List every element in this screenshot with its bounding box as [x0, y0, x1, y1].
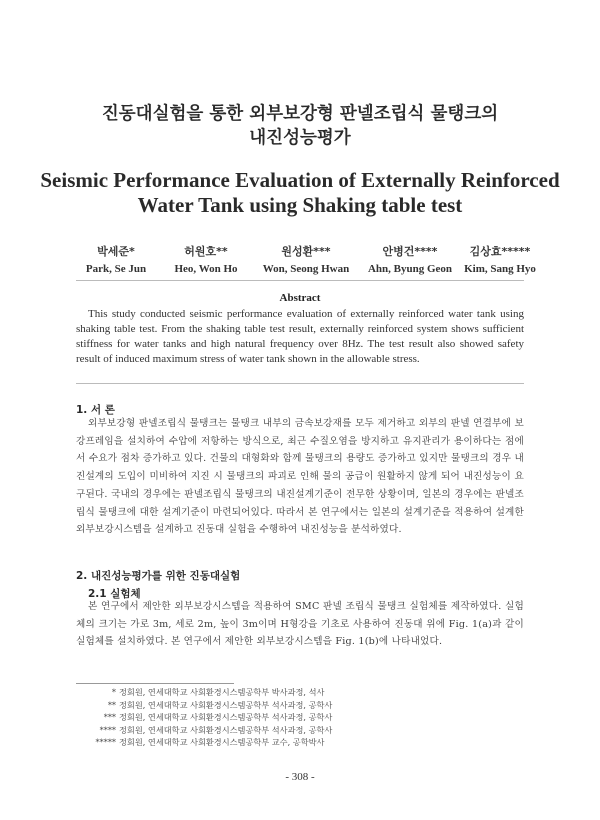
footnote-text: 정회원, 연세대학교 사회환경시스템공학부 교수, 공학박사: [119, 737, 325, 748]
subsection-2-1-heading: 2.1 실험체: [88, 588, 141, 600]
korean-title-line-1: 진동대실험을 통한 외부보강형 판넬조립식 물탱크의: [101, 104, 499, 124]
author-korean-name: 박세준*: [97, 245, 135, 258]
subsection-2-1-body: 본 연구에서 제안한 외부보강시스템을 적용하여 SMC 판넬 조립식 물탱크 실험체를 제작하였다. 실험체의 크기는 가로 3m, 세로 2m, 높이 3m이며 H형강을 기초로 사용하여 진동대 위에 Fig. 1(a)과 같이 실험체를 설치하였다. 본 연구에서 제안한 외부보강시스템을 Fig. 1(b)에 나타내었다.: [76, 601, 524, 648]
footnote: [76, 736, 524, 749]
section-1-heading: 1. 서 론: [76, 404, 115, 416]
footnote: [76, 711, 524, 724]
header-divider: [76, 280, 524, 281]
abstract-divider: [76, 383, 524, 384]
footnote: [76, 699, 524, 712]
author-5: [458, 243, 542, 275]
abstract-heading: Abstract: [279, 292, 321, 304]
footnote-text: 정회원, 연세대학교 사회환경시스템공학부 석사과정, 공학사: [119, 724, 333, 735]
footnote-mark: *: [111, 687, 116, 697]
author-korean-name: 원성환***: [281, 245, 331, 258]
footnote-mark: **: [107, 699, 116, 710]
author-korean-name: 허원호**: [184, 245, 228, 258]
footnote-list: [76, 686, 524, 749]
author-english-name: Heo, Won Ho: [174, 263, 238, 275]
author-1: [81, 243, 151, 275]
footnote-text: 정회원, 연세대학교 사회환경시스템공학부 석사과정, 공학사: [119, 699, 333, 710]
author-english-name: Park, Se Jun: [85, 263, 147, 275]
author-korean-name: 김상효*****: [469, 245, 531, 258]
author-korean-name: 안병건****: [382, 245, 438, 258]
footnote-mark: ***: [103, 712, 116, 723]
footnote-mark: *****: [95, 737, 116, 748]
footnote-text: 정회원, 연세대학교 사회환경시스템공학부 석사과정, 공학사: [119, 712, 333, 723]
author-english-name: Kim, Sang Hyo: [464, 263, 536, 275]
footnote: [76, 724, 524, 737]
english-title-line-1: Seismic Performance Evaluation of Externally Reinforced: [40, 168, 560, 192]
author-english-name: Ahn, Byung Geon: [367, 263, 453, 275]
author-english-name: Won, Seong Hwan: [262, 263, 350, 275]
author-4: [364, 243, 456, 275]
author-3: [256, 243, 356, 275]
footnote-text: 정회원, 연세대학교 사회환경시스템공학부 박사과정, 석사: [119, 687, 325, 697]
section-1-body: 외부보강형 판넬조립식 물탱크는 물탱크 내부의 금속보강재를 모두 제거하고 외부의 판넬 연결부에 보강프레임을 설치하여 수압에 저항하는 방식으로, 최근 수질오염을 방지하고 유지관리가 용이하다는 점에서 수요가 점차 증가하고 있다. 건물의 대형화와 함께 물탱크의 용량도 증가하고 있지만 물탱크의 경우 내진설계의 도입이 미비하여 지진 시 물탱크의 파괴로 인해 물의 공급이 원활하지 않게 되어 내진성능이 요구된다. 국내의 경우에는 판넬조립식 물탱크의 내진설계기준이 전무한 상황이며, 일본의 경우에는 판넬조립식 물탱크에 대한 설계기준이 마련되어있다. 따라서 본 연구에서는 일본의 설계기준을 적용하여 설계한 외부보강시스템을 설계하고 진동대 실험을 수행하여 내진성능을 분석하였다.: [76, 418, 524, 536]
section-2-heading: 2. 내진성능평가를 위한 진동대실험: [76, 570, 241, 582]
abstract-text: This study conducted seismic performance evaluation of externally reinforced water tank using shaking table test. From the shaking table test result, externally reinforced system shows sufficient stiffness for water tanks and high natural frequency over 8Hz. The test result also showed safety result of induced maximum stress of water tank shown in the allowable stress.: [76, 308, 524, 365]
author-2: [166, 243, 246, 275]
page-number: - 308 -: [285, 771, 315, 783]
footnote: [76, 686, 524, 699]
korean-title-line-2: 내진성능평가: [249, 128, 351, 148]
footnote-mark: ****: [99, 724, 116, 735]
english-title-line-2: Water Tank using Shaking table test: [137, 193, 463, 217]
footnote-divider: [76, 683, 234, 684]
